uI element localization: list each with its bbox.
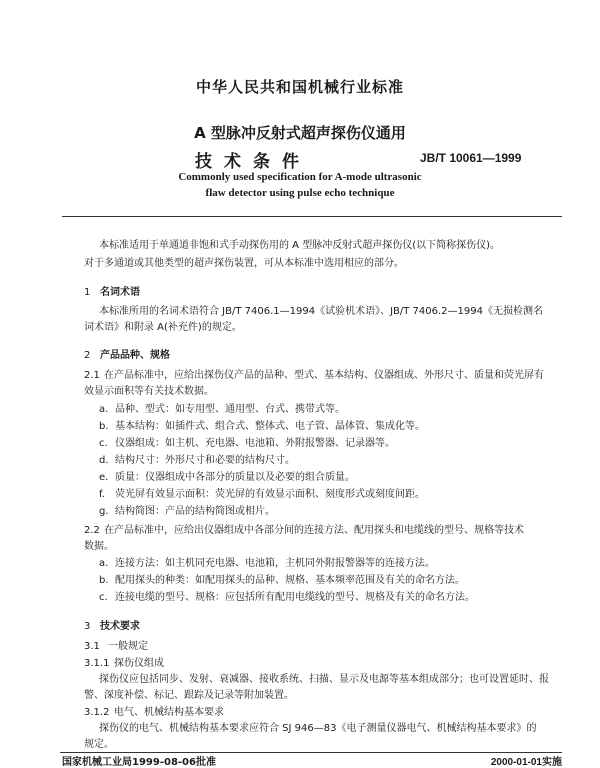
english-title-line-2: flaw detector using pulse echo technique	[205, 187, 395, 199]
section-1-text-line-1: 本标准所用的名词术语符合 JB/T 7406.1—1994《试验机术语》、JB/T 7406.2—1994《无损检测名	[99, 306, 543, 317]
clause-number: 3.1.1	[84, 658, 110, 669]
list-item	[99, 591, 475, 605]
title-line-1: A 型脉冲反射式超声探伤仪通用	[194, 124, 406, 142]
item-text: 仪器组成：如主机、充电器、电池箱、外附报警器、记录器等。	[115, 438, 395, 449]
clause-3-1-1	[84, 657, 164, 671]
item-text: 结构简图：产品的结构简图或相片。	[115, 506, 275, 517]
section-3-heading	[84, 617, 140, 632]
section-number: 2	[84, 350, 91, 361]
section-1-heading	[84, 283, 140, 298]
item-key: c.	[99, 592, 108, 603]
item-text: 配用探头的种类：如配用探头的品种、规格、基本频率范围及有关的命名方法。	[115, 575, 465, 586]
clause-title: 探伤仪组成	[114, 658, 164, 669]
clause-3-1-2	[84, 706, 224, 720]
approval-date: 国家机械工业局1999-08-06批准	[62, 757, 216, 768]
english-title-line-1: Commonly used specification for A-mode ultrasonic	[178, 171, 422, 183]
list-item	[99, 505, 275, 519]
clause-text: 在产品标准中，应给出探伤仪产品的品种、型式、基本结构、仪器组成、外形尺寸、质量和荧光屏有	[104, 370, 544, 381]
list-item	[99, 557, 435, 571]
item-text: 品种、型式：如专用型、通用型、台式、携带式等。	[115, 404, 345, 415]
intro-paragraph-2: 对于多通道或其他类型的超声探伤装置，可从本标准中选用相应的部分。	[84, 258, 404, 269]
clause-text: 在产品标准中，应给出仪器组成中各部分间的连接方法、配用探头和电缆线的型号、规格等技术	[104, 525, 524, 536]
clause-title: 一般规定	[108, 641, 148, 652]
list-item	[99, 471, 355, 485]
clause-number: 2.2	[84, 525, 100, 536]
item-text: 基本结构：如插件式、组合式、整体式、电子管、晶体管、集成化等。	[115, 421, 425, 432]
list-item	[99, 420, 425, 434]
intro-paragraph-1: 本标准适用于单通道非饱和式手动探伤用的 A 型脉冲反射式超声探伤仪(以下简称探伤仪)。	[99, 240, 501, 251]
item-key: d.	[99, 455, 109, 466]
title-line-2: 技术条件	[195, 152, 311, 172]
item-text: 质量：仪器组成中各部分的质量以及必要的组合质量。	[115, 472, 355, 483]
clause-3-1-2-text-line-1: 探伤仪的电气、机械结构基本要求应符合 SJ 946—83《电子测量仪器电气、机械结构基本要求》的	[99, 723, 537, 734]
section-2-heading	[84, 346, 170, 361]
clause-2-2-line-2: 数据。	[84, 541, 114, 552]
list-item	[99, 403, 345, 417]
item-key: f.	[99, 489, 105, 500]
list-item	[99, 574, 465, 588]
section-number: 1	[84, 287, 91, 298]
clause-2-1-line-2: 效显示面积等有关技术数据。	[84, 386, 214, 397]
clause-2-1-line-1	[84, 369, 544, 383]
clause-3-1-1-text-line-2: 警、深度补偿、标记、跟踪及记录等附加装置。	[84, 690, 294, 701]
item-text: 荧光屏有效显示面积：荧光屏的有效显示面积、刻度形式或刻度间距。	[115, 489, 425, 500]
section-title: 产品品种、规格	[100, 350, 170, 361]
standard-class-heading: 中华人民共和国机械行业标准	[195, 78, 404, 96]
item-key: b.	[99, 421, 109, 432]
clause-number: 2.1	[84, 370, 100, 381]
item-key: a.	[99, 404, 109, 415]
implementation-date: 2000-01-01实施	[490, 757, 562, 768]
item-key: e.	[99, 472, 109, 483]
section-1-text-line-2: 词术语》和附录 A(补充件)的规定。	[84, 322, 242, 333]
clause-2-2-line-1	[84, 524, 524, 538]
section-number: 3	[84, 621, 91, 632]
clause-title: 电气、机械结构基本要求	[114, 707, 224, 718]
item-key: c.	[99, 438, 108, 449]
item-text: 连接电缆的型号、规格：应包括所有配用电缆线的型号、规格及有关的命名方法。	[115, 592, 475, 603]
item-key: g.	[99, 506, 109, 517]
section-title: 技术要求	[100, 621, 140, 632]
clause-3-1	[84, 640, 148, 654]
clause-3-1-2-text-line-2: 规定。	[84, 739, 114, 750]
clause-3-1-1-text-line-1: 探伤仪应包括同步、发射、衰减器、接收系统、扫描、显示及电源等基本组成部分；也可设置延时、报	[99, 674, 549, 685]
item-text: 连接方法：如主机同充电器、电池箱，主机同外附报警器等的连接方法。	[115, 558, 435, 569]
item-key: b.	[99, 575, 109, 586]
title-divider	[62, 216, 562, 217]
item-key: a.	[99, 558, 109, 569]
list-item	[99, 488, 425, 502]
clause-number: 3.1	[84, 641, 100, 652]
list-item	[99, 437, 395, 451]
section-title: 名词术语	[100, 287, 140, 298]
clause-number: 3.1.2	[84, 707, 110, 718]
standard-code: JB/T 10061—1999	[420, 151, 522, 165]
list-item	[99, 454, 295, 468]
item-text: 结构尺寸：外形尺寸和必要的结构尺寸。	[115, 455, 295, 466]
